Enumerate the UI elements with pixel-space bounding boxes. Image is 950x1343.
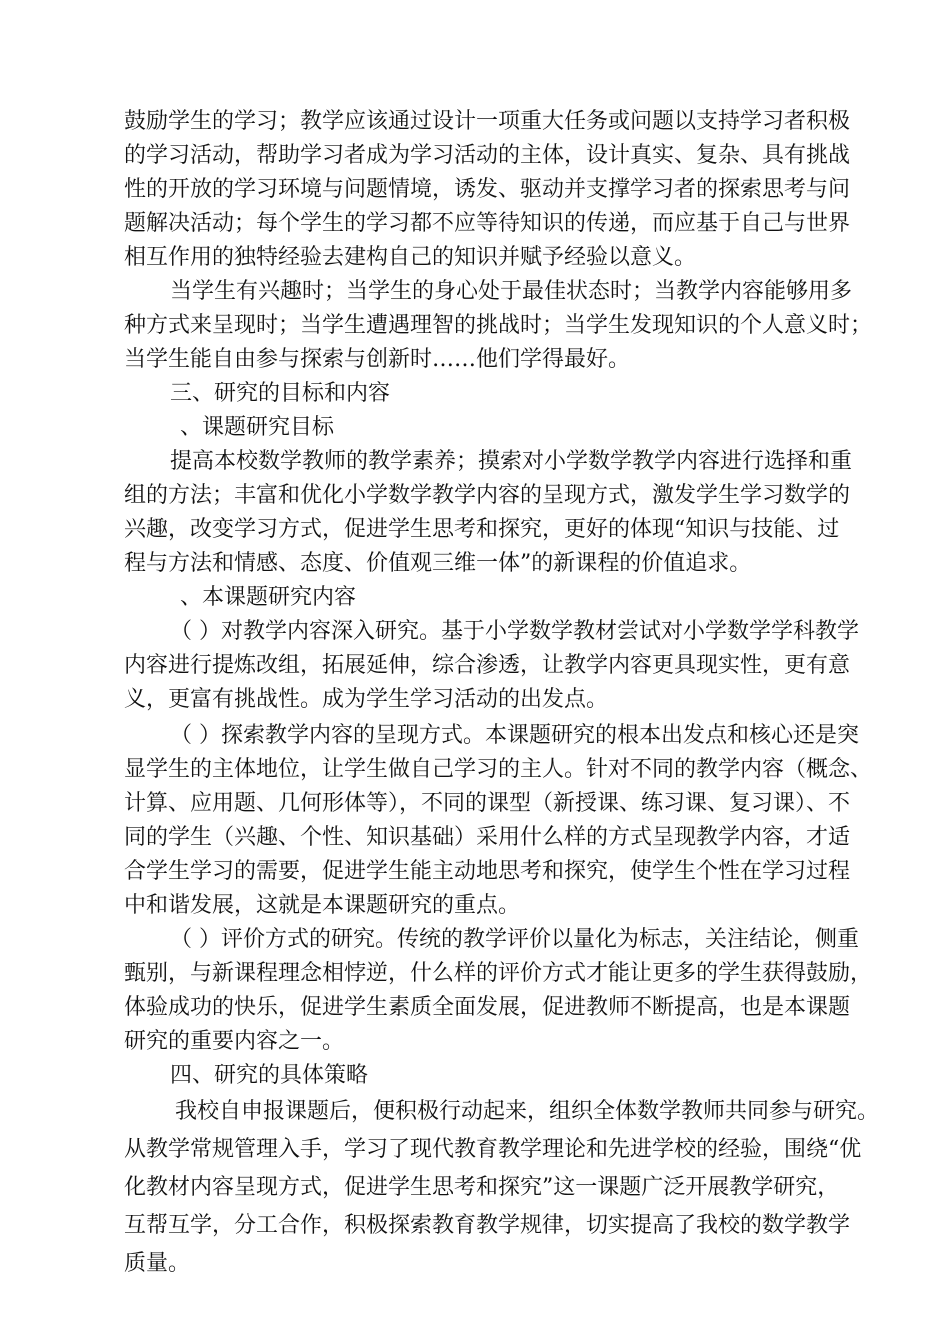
list-item-line: 研究的重要内容之一。 (124, 1029, 345, 1054)
text-line: 兴趣，改变学习方式，促进学生思考和探究，更好的体现“知识与技能、过 (124, 517, 840, 542)
list-item-line: 内容进行提炼改组，拓展延伸，综合渗透，让教学内容更具现实性，更有意 (124, 653, 851, 678)
text-line: 化教材内容呈现方式，促进学生思考和探究”这一课题广泛开展教学研究， (124, 1175, 840, 1200)
text-line: 组的方法；丰富和优化小学数学教学内容的呈现方式，激发学生学习数学的 (124, 483, 851, 508)
list-item-line: （ ）对教学内容深入研究。基于小学数学教材尝试对小学数学学科教学 (170, 619, 859, 644)
text-line: 程与方法和情感、态度、价值观三维一体”的新课程的价值追求。 (124, 551, 752, 576)
text-line: 题解决活动；每个学生的学习都不应等待知识的传递，而应基于自己与世界 (124, 211, 851, 236)
list-item-line: 同的学生（兴趣、个性、知识基础）采用什么样的方式呈现教学内容，才适 (124, 825, 851, 850)
text-line: 相互作用的独特经验去建构自己的知识并赋予经验以意义。 (124, 245, 697, 270)
text-line: 从教学常规管理入手，学习了现代教育教学理论和先进学校的经验，围绕“优 (124, 1137, 862, 1162)
text-line: 当学生能自由参与探索与创新时……他们学得最好。 (124, 347, 631, 372)
list-item-line: （ ）探索教学内容的呈现方式。本课题研究的根本出发点和核心还是突 (170, 723, 859, 748)
text-line: 的学习活动，帮助学习者成为学习活动的主体，设计真实、复杂、具有挑战 (124, 143, 851, 168)
list-item-line: （ ）评价方式的研究。传统的教学评价以量化为标志，关注结论，侧重 (170, 927, 859, 952)
list-item-line: 计算、应用题、几何形体等），不同的课型（新授课、练习课、复习课）、不 (124, 791, 851, 816)
text-line: 当学生有兴趣时；当学生的身心处于最佳状态时；当教学内容能够用多 (170, 279, 853, 304)
list-item-line: 体验成功的快乐，促进学生素质全面发展，促进教师不断提高，也是本课题 (124, 995, 851, 1020)
section-heading: 三、研究的目标和内容 (170, 381, 391, 406)
text-line: 我校自申报课题后，便积极行动起来，组织全体数学教师共同参与研究。 (175, 1099, 880, 1124)
text-line: 鼓励学生的学习；教学应该通过设计一项重大任务或问题以支持学习者积极 (124, 109, 851, 134)
list-item-line: 中和谐发展，这就是本课题研究的重点。 (124, 893, 521, 918)
list-item-line: 甄别，与新课程理念相悖逆，什么样的评价方式才能让更多的学生获得鼓励， (124, 961, 873, 986)
subsection-heading: 、本课题研究内容 (180, 585, 357, 610)
text-line: 性的开放的学习环境与问题情境，诱发、驱动并支撑学习者的探索思考与问 (124, 177, 851, 202)
text-line: 提高本校数学教师的教学素养；摸索对小学数学教学内容进行选择和重 (170, 449, 853, 474)
list-item-line: 义，更富有挑战性。成为学生学习活动的出发点。 (124, 687, 609, 712)
text-line: 互帮互学，分工合作，积极探索教育教学规律，切实提高了我校的数学教学 (124, 1213, 851, 1238)
section-heading: 四、研究的具体策略 (170, 1063, 369, 1088)
text-line: 质量。 (124, 1251, 191, 1276)
text-line: 种方式来呈现时；当学生遭遇理智的挑战时；当学生发现知识的个人意义时； (124, 313, 873, 338)
list-item-line: 显学生的主体地位，让学生做自己学习的主人。针对不同的教学内容（概念、 (124, 757, 873, 782)
subsection-heading: 、课题研究目标 (180, 415, 335, 440)
list-item-line: 合学生学习的需要，促进学生能主动地思考和探究，使学生个性在学习过程 (124, 859, 851, 884)
